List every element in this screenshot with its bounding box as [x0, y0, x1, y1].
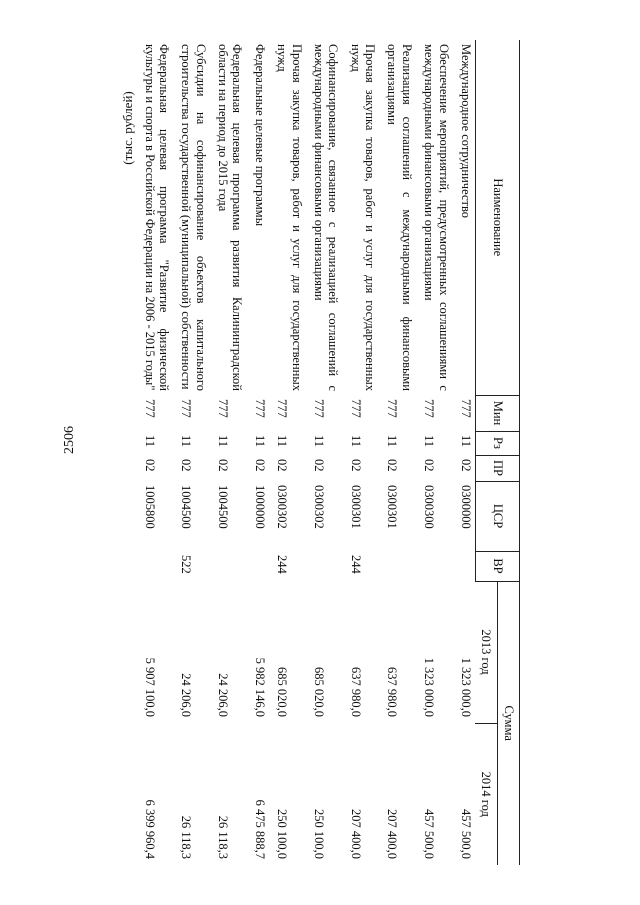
cell-y2014: 26 118,3	[216, 815, 231, 859]
cell-y2014: 207 400,0	[385, 809, 400, 859]
cell-vr	[210, 551, 247, 581]
cell-rz: 11	[422, 435, 437, 448]
cell-min: 777	[459, 399, 473, 418]
cell-name: Субсидии на софинансирование объектов капитального строительства государственной (муниципальной) собственности	[179, 44, 208, 391]
cell-pr: 02	[312, 459, 326, 472]
table-row	[416, 40, 453, 865]
cell-y2014: 457 500,0	[422, 809, 437, 859]
table-row	[173, 40, 210, 865]
cell-min: 777	[275, 399, 290, 418]
cell-name: Федеральная целевая программа "Развитие физической культуры и спорта в Российской Федерации на 2006 - 2015 годы"	[142, 44, 171, 391]
cell-vr	[379, 551, 416, 581]
cell-y2013: 5 982 146,0	[252, 657, 267, 717]
cell-csr: 1004500	[216, 485, 231, 529]
cell-vr: 244	[348, 555, 363, 574]
cell-csr: 1000000	[252, 485, 267, 529]
cell-pr: 02	[459, 459, 473, 472]
header-2013: 2013 год	[476, 581, 498, 723]
table-row	[379, 40, 416, 865]
cell-vr	[453, 551, 476, 581]
cell-vr	[416, 551, 453, 581]
cell-pr: 02	[348, 459, 363, 472]
rotated-page	[95, 40, 520, 865]
cell-name: Реализация соглашений с международными финансовыми организациями	[385, 44, 414, 391]
cell-rz: 11	[385, 435, 400, 448]
table-row	[247, 40, 269, 865]
cell-csr: 1005800	[142, 485, 157, 529]
cell-min: 777	[142, 399, 157, 418]
cell-rz: 11	[275, 435, 290, 448]
header-csr: ЦСР	[476, 481, 520, 551]
cell-y2013: 637 980,0	[385, 667, 400, 717]
cell-csr: 0300000	[459, 485, 473, 529]
cell-rz: 11	[216, 435, 231, 448]
cell-name: Прочая закупка товаров, работ и услуг для государственных нужд	[275, 44, 304, 391]
cell-y2013: 637 980,0	[348, 667, 363, 717]
cell-y2013: 685 020,0	[312, 667, 326, 717]
cell-min: 777	[422, 399, 437, 418]
cell-y2013: 685 020,0	[275, 667, 290, 717]
cell-y2014: 6 475 888,7	[252, 799, 267, 859]
cell-y2014: 6 399 960,4	[142, 799, 157, 859]
cell-y2013: 5 907 100,0	[142, 657, 157, 717]
cell-pr: 02	[385, 459, 400, 472]
cell-pr: 02	[252, 459, 267, 472]
cell-y2014: 250 100,0	[312, 809, 326, 859]
cell-rz: 11	[252, 435, 267, 448]
cell-rz: 11	[179, 435, 194, 448]
cell-min: 777	[216, 399, 231, 418]
table-body	[136, 40, 475, 865]
cell-y2014: 26 118,3	[179, 815, 194, 859]
cell-csr: 0300302	[275, 485, 290, 529]
cell-y2013: 1 323 000,0	[422, 657, 437, 717]
cell-pr: 02	[422, 459, 437, 472]
cell-csr: 1004500	[179, 485, 194, 529]
cell-rz: 11	[459, 435, 473, 448]
cell-pr: 02	[216, 459, 231, 472]
cell-csr: 0300300	[422, 485, 437, 529]
cell-min: 777	[179, 399, 194, 418]
cell-name: Софинансирование, связанное с реализацией соглашений с международными финансовыми организациями	[312, 44, 341, 391]
cell-min: 777	[348, 399, 363, 418]
cell-y2014: 250 100,0	[275, 809, 290, 859]
cell-vr	[247, 551, 269, 581]
cell-pr: 02	[142, 459, 157, 472]
cell-rz: 11	[142, 435, 157, 448]
budget-table	[136, 40, 520, 865]
page-number: 2506	[62, 426, 77, 454]
cell-min: 777	[252, 399, 267, 418]
table-row	[306, 40, 343, 865]
unit-note: (тыс. рублей)	[120, 91, 135, 165]
table-row	[342, 40, 379, 865]
table-row	[136, 40, 173, 865]
table-row	[210, 40, 247, 865]
cell-min: 777	[385, 399, 400, 418]
cell-pr: 02	[179, 459, 194, 472]
cell-y2013: 24 206,0	[179, 673, 194, 717]
cell-csr: 0300302	[312, 485, 326, 529]
header-sum: Сумма	[498, 581, 520, 865]
cell-y2014: 207 400,0	[348, 809, 363, 859]
cell-pr: 02	[275, 459, 290, 472]
header-name: Наименование	[476, 40, 520, 395]
cell-name: Федеральная целевая программа развития Калининградской области на период до 2015 года	[216, 44, 245, 391]
cell-name: Обеспечение мероприятий, предусмотренных соглашениями с международными финансовыми организациями	[422, 44, 451, 391]
header-pr: ПР	[476, 455, 520, 481]
cell-min: 777	[312, 399, 326, 418]
cell-vr	[306, 551, 343, 581]
cell-rz: 11	[312, 435, 326, 448]
cell-name: Международное сотрудничество	[459, 44, 473, 219]
cell-csr: 0300301	[385, 485, 400, 529]
cell-csr: 0300301	[348, 485, 363, 529]
cell-rz: 11	[348, 435, 363, 448]
cell-name: Федеральные целевые программы	[252, 44, 267, 227]
cell-name: Прочая закупка товаров, работ и услуг для государственных нужд	[348, 44, 378, 391]
header-2014: 2014 год	[476, 723, 498, 865]
table-row	[453, 40, 476, 865]
cell-vr: 522	[179, 555, 194, 574]
table-row	[269, 40, 306, 865]
header-min: Мин	[476, 395, 520, 431]
cell-y2013: 1 323 000,0	[459, 657, 473, 717]
cell-y2014: 457 500,0	[459, 809, 473, 859]
header-rz: Рз	[476, 431, 520, 455]
header-vr: ВР	[476, 551, 520, 581]
cell-vr: 244	[275, 555, 290, 574]
cell-vr	[136, 551, 173, 581]
cell-y2013: 24 206,0	[216, 673, 231, 717]
